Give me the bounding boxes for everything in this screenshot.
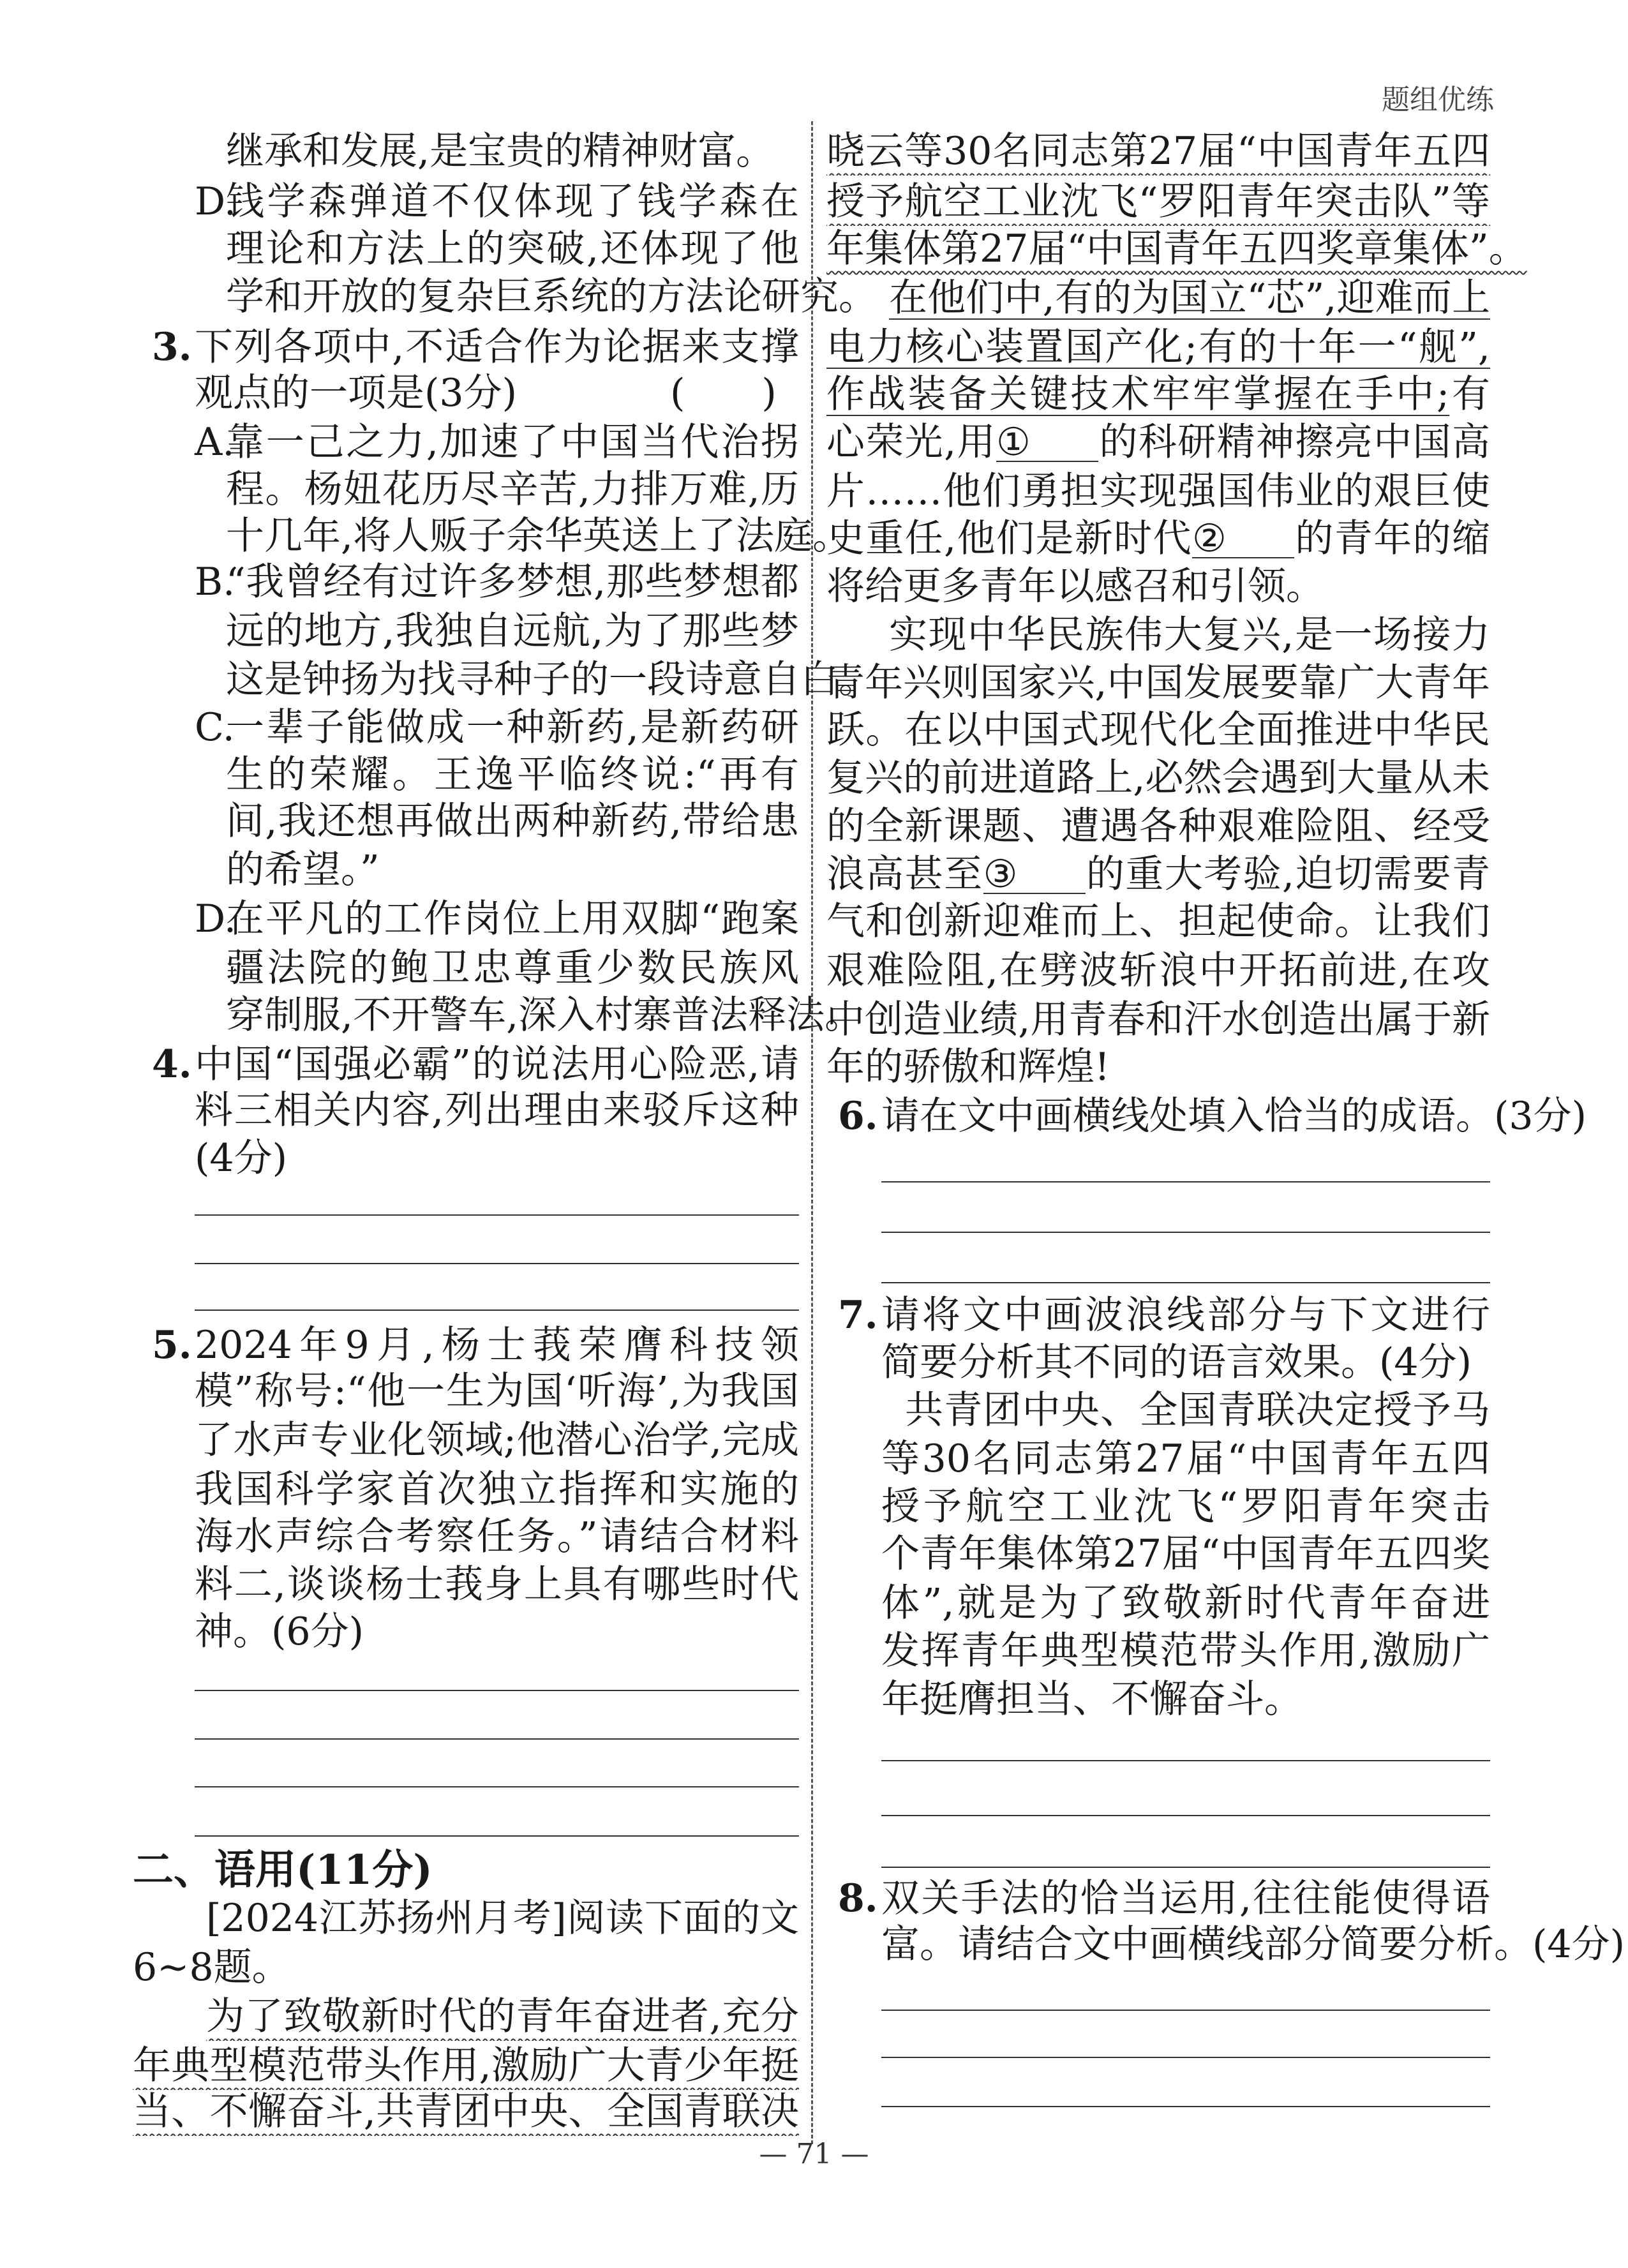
text-line: 钱学森弹道不仅体现了钱学森在: [226, 179, 799, 224]
option-text: 间,我还想再做出两种新药,带给患: [226, 799, 799, 844]
underlined-text: 作战装备关键技术牢牢掌握在手中;: [826, 372, 1450, 417]
option-text: 的希望。”: [226, 847, 380, 892]
fill-blank-1[interactable]: ①: [996, 424, 1098, 462]
question-text: 请在文中画横线处填入恰当的成语。(3分): [881, 1094, 1587, 1138]
passage-line: [133, 2042, 799, 2090]
answer-line[interactable]: [195, 1835, 799, 1837]
passage-line: 实现中华民族伟大复兴,是一场接力: [889, 613, 1490, 657]
option-label: D.: [195, 897, 237, 941]
option-label: B.: [195, 560, 235, 604]
answer-bracket[interactable]: ( ): [670, 371, 777, 415]
passage-line: [826, 515, 1490, 563]
passage-line: [826, 128, 1490, 175]
fill-blank-2[interactable]: ②: [1192, 520, 1294, 558]
answer-line[interactable]: [195, 1214, 799, 1216]
passage-line: 等30名同志第27届“中国青年五四: [881, 1436, 1490, 1481]
passage-line: [826, 178, 1490, 226]
question-text: 模”称号:“他一生为国‘听海’,为我国: [195, 1369, 799, 1414]
wavy-underlined-text: 为了致敬新时代的青年奋进者,充分: [206, 1994, 799, 2039]
column-divider: [811, 121, 813, 2144]
wavy-underlined-text: 授予航空工业沈飞“罗阳青年突击队”等: [826, 179, 1490, 224]
passage-line: 的全新课题、遭遇各种艰难险阻、经受: [826, 804, 1490, 849]
answer-line[interactable]: [881, 1815, 1490, 1816]
text: 浪高甚至: [826, 852, 983, 897]
option-text: 程。杨妞花历尽辛苦,力排万难,历: [226, 467, 799, 512]
passage-line: [889, 274, 1490, 322]
question-number: 6.: [838, 1094, 878, 1138]
fill-blank-3[interactable]: ③: [983, 856, 1086, 894]
question-text: 中国“国强必霸”的说法用心险恶,请: [195, 1042, 799, 1087]
option-text: 在平凡的工作岗位上用双脚“跑案: [226, 897, 799, 941]
emphasized-text: 不适合: [404, 325, 524, 369]
question-text: 我国科学家首次独立指挥和实施的: [195, 1467, 799, 1512]
answer-line[interactable]: [195, 1786, 799, 1787]
text-line: 理论和方法上的突破,还体现了他: [226, 227, 799, 271]
section-heading: 二、语用(11分): [133, 1846, 433, 1894]
passage-line: 青年兴则国家兴,中国发展要靠广大青年: [826, 660, 1490, 705]
option-text: 这是钟扬为找寻种子的一段诗意自白。: [226, 657, 877, 702]
question-text: 料三相关内容,列出理由来驳斥这种: [195, 1088, 799, 1133]
passage-line: 发挥青年典型模范带头作用,激励广: [881, 1629, 1490, 1673]
wavy-underlined-text: 年典型模范带头作用,激励广大青少年挺: [133, 2043, 799, 2088]
question-text: 了水声专业化领域;他潜心治学,完成: [195, 1418, 799, 1463]
option-label: C.: [195, 705, 235, 750]
option-text: 穿制服,不开警车,深入村寨普法释法。: [226, 993, 863, 1038]
text: 的重大考验,迫切需要青: [1085, 852, 1490, 897]
passage-line: 年的骄傲和辉煌!: [826, 1045, 1110, 1089]
answer-line[interactable]: [195, 1309, 799, 1311]
answer-line[interactable]: [195, 1690, 799, 1691]
passage-line: 年挺膺担当、不懈奋斗。: [881, 1677, 1303, 1722]
answer-line[interactable]: [881, 1867, 1490, 1868]
passage-line: 气和创新迎难而上、担起使命。让我们: [826, 899, 1490, 944]
source-note: [2024江苏扬州月考]阅读下面的文: [206, 1896, 799, 1941]
question-number: 5.: [152, 1323, 192, 1368]
text: 有: [1449, 372, 1490, 417]
question-text: 双关手法的恰当运用,往往能使得语: [881, 1876, 1490, 1921]
text: 的科研精神擦亮中国高: [1098, 420, 1490, 465]
answer-line[interactable]: [881, 2057, 1490, 2058]
option-text: 十几年,将人贩子余华英送上了法庭。: [226, 514, 851, 558]
answer-line[interactable]: [881, 1282, 1490, 1283]
question-text: [195, 324, 799, 371]
question-text: 简要分析其不同的语言效果。(4分): [881, 1340, 1472, 1385]
passage-line: 授予航空工业沈飞“罗阳青年突击: [881, 1484, 1490, 1529]
text-line: 学和开放的复杂巨系统的方法论研究。: [226, 274, 877, 319]
passage-line: 中创造业绩,用青春和汗水创造出属于新: [826, 997, 1490, 1042]
answer-line[interactable]: [881, 1760, 1490, 1761]
question-number: 8.: [838, 1876, 878, 1921]
wavy-underlined-text: 晓云等30名同志第27届“中国青年五四: [826, 129, 1490, 174]
text: 作为论据来支撑: [523, 325, 799, 369]
option-label: A.: [195, 420, 235, 465]
passage-line: [826, 851, 1490, 899]
option-text: 远的地方,我独自远航,为了那些梦: [226, 609, 799, 653]
question-text: 2024年9月,杨士莪荣膺科技领: [195, 1323, 799, 1368]
option-text: 一辈子能做成一种新药,是新药研: [226, 705, 799, 750]
passage-line: 片……他们勇担实现强国伟业的艰巨使: [826, 469, 1490, 514]
passage-line: 个青年集体第27届“中国青年五四奖: [881, 1532, 1490, 1576]
question-text: 料二,谈谈杨士莪身上具有哪些时代: [195, 1562, 799, 1607]
text-line: 继承和发展,是宝贵的精神财富。: [226, 129, 775, 174]
text: 下列各项中,: [195, 325, 405, 369]
passage-line: 共青团中央、全国青联决定授予马: [905, 1388, 1490, 1433]
underlined-text: 在他们中,有的为国立“芯”,迎难而上: [889, 276, 1490, 320]
passage-line: [206, 1993, 799, 2041]
text: 的青年的缩: [1294, 516, 1490, 561]
passage-line: 将给更多青年以感召和引领。: [826, 564, 1324, 609]
option-text: 靠一己之力,加速了中国当代治拐: [226, 420, 799, 465]
source-note: 6~8题。: [133, 1945, 290, 1990]
answer-line[interactable]: [881, 1232, 1490, 1233]
option-text: “我曾经有过许多梦想,那些梦想都: [226, 560, 799, 604]
question-number: 3.: [152, 325, 192, 369]
question-text: 请将文中画波浪线部分与下文进行: [881, 1293, 1490, 1338]
question-text: 富。请结合文中画横线部分简要分析。(4分): [881, 1922, 1625, 1967]
answer-line[interactable]: [195, 1263, 799, 1264]
answer-line[interactable]: [195, 1738, 799, 1740]
answer-line[interactable]: [881, 2106, 1490, 2107]
question-number: 4.: [152, 1042, 192, 1087]
question-number: 7.: [838, 1293, 878, 1338]
underlined-text: 电力核心装置国产化;有的十年一“舰”,: [826, 325, 1490, 369]
question-text: 观点的一项是(3分): [195, 371, 517, 415]
passage-line: [133, 2088, 799, 2136]
wavy-underlined-text: 年集体第27届“中国青年五四奖章集体”。: [826, 227, 1527, 271]
text: 史重任,他们是新时代: [826, 516, 1193, 561]
answer-line[interactable]: [881, 1181, 1490, 1182]
question-text: (4分): [195, 1136, 287, 1181]
text: 心荣光,用: [826, 420, 997, 465]
passage-line: 跃。在以中国式现代化全面推进中华民: [826, 708, 1490, 752]
answer-line[interactable]: [881, 2010, 1490, 2011]
option-text: 生的荣耀。王逸平临终说:“再有: [226, 752, 799, 797]
passage-line: [826, 225, 1527, 273]
option-label: D.: [195, 179, 237, 224]
passage-line: [826, 324, 1490, 371]
passage-line: 体”,就是为了致敬新时代青年奋进: [881, 1581, 1490, 1625]
passage-line: 复兴的前进道路上,必然会遇到大量从未: [826, 756, 1490, 800]
page-number: — 71 —: [759, 2138, 869, 2170]
question-text: 神。(6分): [195, 1609, 364, 1654]
passage-line: 艰难险阻,在劈波斩浪中开拓前进,在攻: [826, 948, 1490, 993]
passage-line: [826, 371, 1490, 419]
question-text: 海水声综合考察任务。”请结合材料: [195, 1514, 799, 1559]
section-header: 题组优练: [1382, 84, 1494, 116]
option-text: 疆法院的鲍卫忠尊重少数民族风: [226, 946, 799, 990]
passage-line: [826, 419, 1490, 466]
wavy-underlined-text: 当、不懈奋斗,共青团中央、全国青联决: [133, 2089, 799, 2134]
